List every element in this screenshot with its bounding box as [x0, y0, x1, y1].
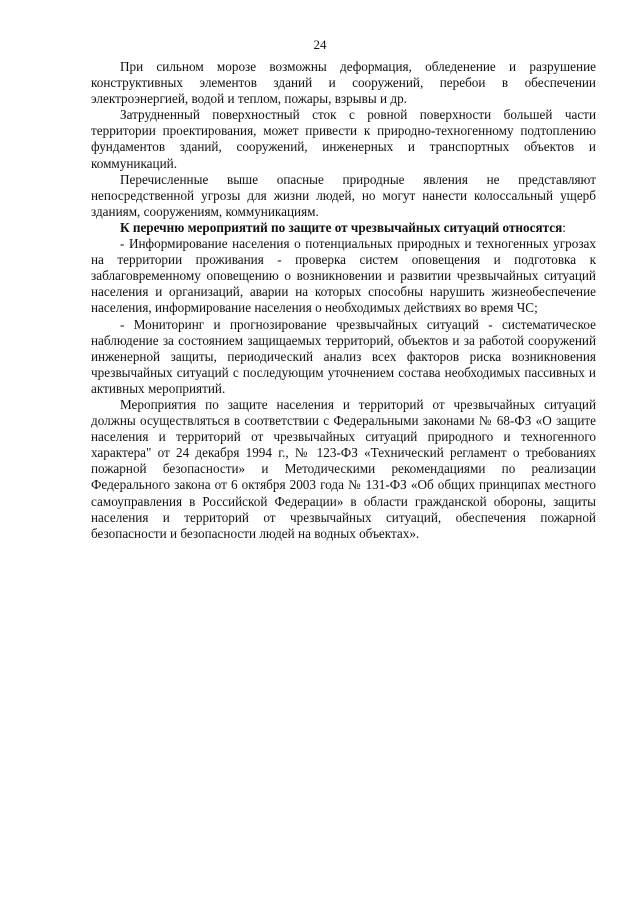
paragraph-hazards: Перечисленные выше опасные природные явления не представляют непосредственной угрозы для жизни людей, но могут нанести колоссальный ущерб зданиям, сооружениям, коммуникациям.	[91, 171, 596, 219]
measures-heading	[91, 220, 596, 236]
measure-item-monitoring: - Мониторинг и прогнозирование чрезвычайных ситуаций - систематическое наблюдение за состоянием защищаемых территорий, объектов и за работой сооружений инженерной защиты, периодический анализ всех факторов риска возникновения чрезвычайных ситуаций с последующим уточнением состава необходимых пассивных и активных мероприятий.	[91, 316, 596, 396]
paragraph-frost: При сильном морозе возможны деформация, обледенение и разрушение конструктивных элементов зданий и сооружений, перебои в обеспечении электроэнергией, водой и теплом, пожары, взрывы и др.	[91, 59, 596, 107]
page-number: 24	[313, 37, 327, 52]
measures-heading-text: К перечню мероприятий по защите от чрезвычайных ситуаций относятся	[120, 219, 563, 235]
measure-item-informing: - Информирование населения о потенциальных природных и техногенных угрозах на территории проживания - проверка систем оповещения и подготовка к заблаговременному оповещению о возникновении и развитии чрезвычайных ситуаций населения и организаций, аварии на которых способны нарушить жизнеобеспечение населения, информирование населения о необходимых действиях во время ЧС;	[91, 236, 596, 316]
paragraph-legal-basis: Мероприятия по защите населения и территорий от чрезвычайных ситуаций должны осуществляться в соответствии с Федеральными законами № 68-ФЗ «О защите населения и территорий от чрезвычайных ситуаций природного и техногенного характера" от 24 декабря 1994 г., № 123-ФЗ «Технический регламент о требованиях пожарной безопасности» и Методическими рекомендациями по реализации Федерального закона от 6 октября 2003 года № 131-ФЗ «Об общих принципах местного самоуправления в Российской Федерации» в области гражданской обороны, защиты населения и территорий от чрезвычайных ситуаций, обеспечения пожарной безопасности и безопасности людей на водных объектах».	[91, 396, 596, 541]
document-body	[91, 59, 596, 542]
paragraph-runoff: Затрудненный поверхностный сток с ровной поверхности большей части территории проектирования, может привести к природно-техногенному подтоплению фундаментов зданий, сооружений, инженерных и транспортных объектов и коммуникаций.	[91, 107, 596, 171]
measures-heading-colon: :	[562, 219, 566, 235]
